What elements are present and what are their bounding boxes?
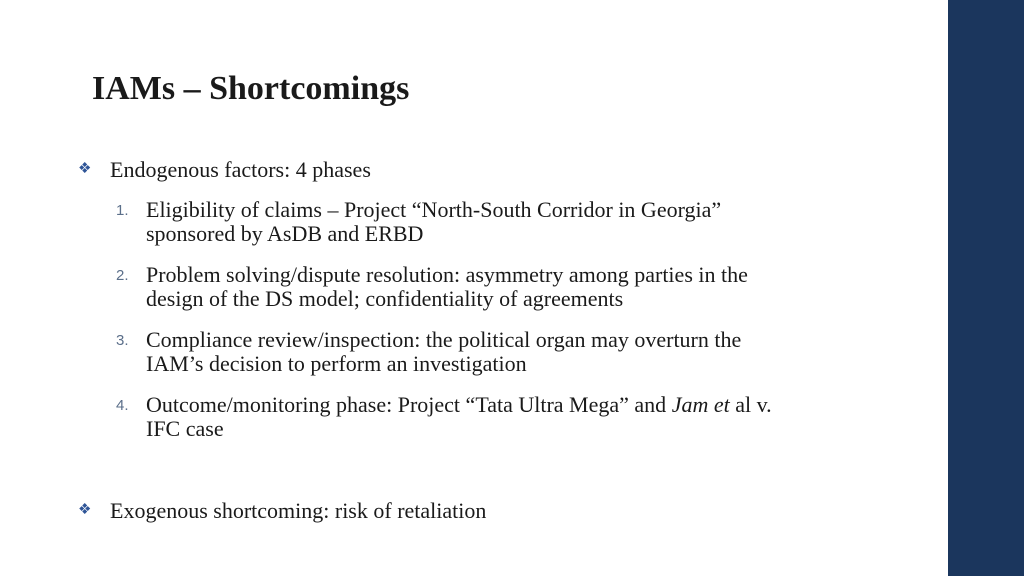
list-item-2 bbox=[116, 262, 748, 311]
bullet-text: Endogenous factors: 4 phases bbox=[110, 157, 371, 182]
list-item-text-line2: IFC case bbox=[146, 416, 224, 441]
list-item-text-line1 bbox=[146, 393, 772, 417]
list-item-4 bbox=[116, 392, 772, 441]
list-item-italic-text: Jam et bbox=[671, 392, 730, 417]
list-item-text-line1: Compliance review/inspection: the political organ may overturn the bbox=[146, 327, 742, 352]
list-item-text-line1: Problem solving/dispute resolution: asymmetry among parties in the bbox=[146, 262, 748, 287]
list-item-text-line2: IAM’s decision to perform an investigation bbox=[146, 351, 527, 376]
list-item-text-part: al v. bbox=[729, 392, 772, 417]
list-item-3 bbox=[116, 327, 742, 376]
list-item-text-line2: sponsored by AsDB and ERBD bbox=[146, 221, 424, 246]
diamond-bullet-icon: ❖ bbox=[78, 502, 92, 518]
diamond-bullet-icon: ❖ bbox=[78, 161, 92, 177]
list-item-1 bbox=[116, 197, 722, 246]
list-number: 4. bbox=[116, 397, 129, 414]
list-item-text-line2: design of the DS model; confidentiality of agreements bbox=[146, 286, 624, 311]
list-number: 1. bbox=[116, 202, 129, 219]
list-number: 2. bbox=[116, 267, 129, 284]
accent-side-bar bbox=[948, 0, 1024, 576]
slide-title: IAMs – Shortcomings bbox=[92, 70, 410, 107]
bullet-exogenous bbox=[78, 498, 487, 524]
bullet-text: Exogenous shortcoming: risk of retaliation bbox=[110, 498, 487, 523]
list-item-text-part: Outcome/monitoring phase: Project “Tata Ultra Mega” and bbox=[146, 392, 672, 417]
bullet-endogenous bbox=[78, 157, 371, 183]
list-number: 3. bbox=[116, 332, 129, 349]
list-item-text-line1: Eligibility of claims – Project “North-South Corridor in Georgia” bbox=[146, 197, 722, 222]
